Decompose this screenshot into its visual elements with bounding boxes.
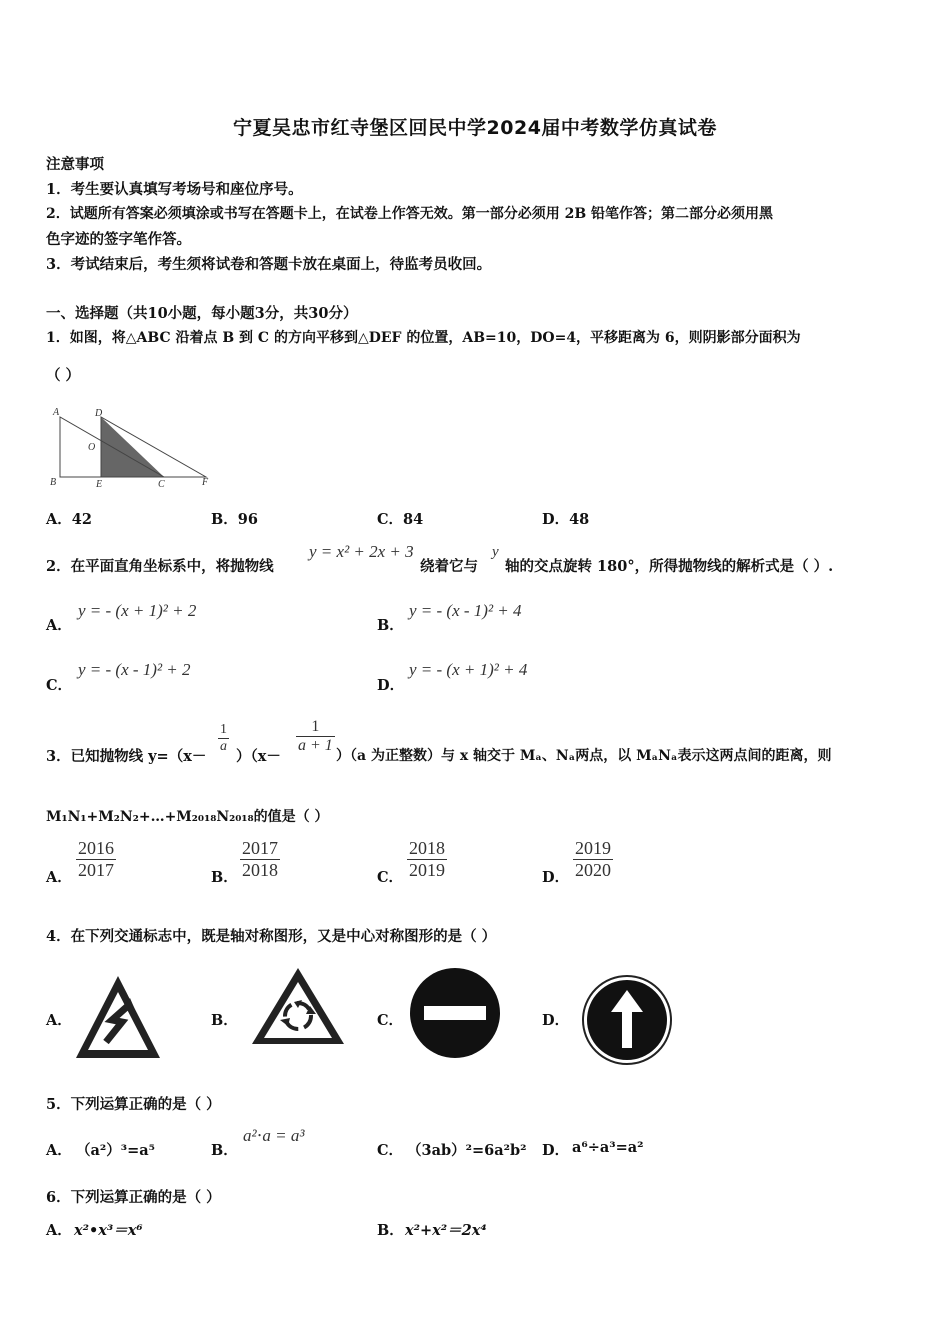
q3-option-c[interactable] (407, 838, 447, 881)
q1-text-line1: 1．如图，将△ABC 沿着点 B 到 C 的方向平移到△DEF 的位置，AB=10，DO=4，平移距离为 6，则阴影部分面积为 (46, 330, 801, 346)
q4-text: 4．在下列交通标志中，既是轴对称图形，又是中心对称图形的是（ ） (46, 928, 497, 945)
q2-label-a: A． (46, 617, 72, 634)
q3-label-a: A． (46, 869, 72, 886)
q3-label-b: B． (211, 869, 238, 886)
label-d: D (95, 408, 103, 419)
q4-label-a: A． (46, 1012, 72, 1029)
q3-frac2-den: a + 1 (298, 737, 333, 754)
q4-option-a-sign[interactable] (72, 972, 164, 1064)
q3-middle: ）（x－ (236, 748, 281, 765)
q2-prefix: 2．在平面直角坐标系中，将抛物线 (46, 558, 274, 575)
q3-d-num: 2019 (575, 838, 611, 858)
q1-figure (46, 404, 216, 490)
q4-option-b-sign[interactable] (250, 966, 346, 1048)
q3-option-d[interactable] (573, 838, 613, 881)
q1-option-c[interactable]: C．84 (377, 511, 424, 528)
q5-label-c: C． (377, 1142, 404, 1159)
q2-label-d: D． (377, 677, 405, 694)
q4-option-c-sign[interactable] (408, 966, 502, 1060)
q3-fraction-1 (218, 722, 229, 755)
label-b: B (50, 477, 57, 488)
q3-line2: M₁N₁+M₂N₂+…+M₂₀₁₈N₂₀₁₈的值是（ ） (46, 809, 329, 825)
q5-option-a[interactable]: （a²）³=a⁵ (76, 1142, 155, 1159)
q3-a-num: 2016 (78, 838, 114, 858)
q6-label-a: A． (46, 1222, 72, 1239)
q3-label-d: D． (542, 869, 570, 886)
notice-heading: 注意事项 (46, 156, 104, 173)
label-e: E (96, 479, 103, 490)
q4-label-d: D． (542, 1012, 570, 1029)
q3-b-num: 2017 (242, 838, 278, 858)
q3-option-a[interactable] (76, 838, 116, 881)
q6-option-a[interactable]: x²•x³＝x⁶ (74, 1222, 143, 1239)
q3-label-c: C． (377, 869, 404, 886)
q1-option-a[interactable]: A．42 (46, 511, 92, 528)
notice-item-2-line1: 2．试题所有答案必须填涂或书写在答题卡上，在试卷上作答无效。第一部分必须用 2B 铅笔作答；第二部分必须用黑 (46, 206, 774, 222)
q2-middle: 绕着它与 (420, 558, 478, 575)
q1-text-line2: （ ） (46, 367, 81, 384)
q4-option-d-sign[interactable] (581, 974, 673, 1066)
q5-text: 5．下列运算正确的是（ ） (46, 1096, 221, 1113)
q3-option-b[interactable] (240, 838, 280, 881)
q6-text: 6．下列运算正确的是（ ） (46, 1189, 221, 1206)
q1-option-d[interactable]: D．48 (542, 511, 590, 528)
label-f: F (202, 477, 209, 488)
notice-item-1: 1．考生要认真填写考场号和座位序号。 (46, 181, 303, 198)
notice-item-3: 3．考试结束后，考生须将试卷和答题卡放在桌面上，待监考员收回。 (46, 256, 492, 273)
q2-option-a[interactable]: y = - (x + 1)² + 2 (78, 601, 197, 620)
q3-d-den: 2020 (575, 860, 611, 880)
label-o: O (88, 442, 96, 453)
q2-label-b: B． (377, 617, 404, 634)
q3-frac2-num: 1 (296, 718, 335, 737)
q3-frac1-den: a (220, 739, 227, 754)
notice-item-2-line2: 色字迹的签字笔作答。 (46, 231, 191, 248)
q4-label-c: C． (377, 1012, 404, 1029)
label-c: C (158, 479, 165, 490)
q2-formula: y = x² + 2x + 3 (309, 542, 414, 561)
q2-option-d[interactable]: y = - (x + 1)² + 4 (409, 660, 528, 679)
no-entry-bar-icon (424, 1006, 486, 1020)
page-title: 宁夏吴忠市红寺堡区回民中学2024届中考数学仿真试卷 (233, 117, 717, 139)
q5-label-d: D． (542, 1142, 570, 1159)
shaded-region (101, 417, 164, 477)
q5-option-d[interactable]: a⁶÷a³=a² (572, 1139, 644, 1156)
q3-c-num: 2018 (409, 838, 445, 858)
q5-option-c[interactable]: （3ab）²=6a²b² (407, 1142, 527, 1159)
q3-frac1-num: 1 (220, 722, 227, 737)
q2-suffix: 轴的交点旋转 180°，所得抛物线的解析式是（ ）. (505, 558, 834, 575)
q2-label-c: C． (46, 677, 73, 694)
q3-prefix: 3．已知抛物线 y=（x－ (46, 748, 207, 765)
q4-label-b: B． (211, 1012, 238, 1029)
q2-option-c[interactable]: y = - (x - 1)² + 2 (78, 660, 191, 679)
q6-option-b[interactable]: x²+x²＝2x⁴ (405, 1222, 487, 1239)
q5-label-b: B． (211, 1142, 238, 1159)
q1-option-b[interactable]: B．96 (211, 511, 258, 528)
q3-a-den: 2017 (78, 860, 114, 880)
label-a: A (53, 407, 60, 418)
q3-suffix: ）（a 为正整数）与 x 轴交于 Mₐ、Nₐ两点，以 MₐNₐ表示这两点间的距离，则 (336, 748, 832, 764)
q2-option-b[interactable]: y = - (x - 1)² + 4 (409, 601, 522, 620)
section-heading: 一、选择题（共10小题，每小题3分，共30分） (46, 305, 358, 322)
q5-label-a: A． (46, 1142, 72, 1159)
q3-fraction-2 (296, 718, 335, 755)
q3-b-den: 2018 (242, 860, 278, 880)
q3-c-den: 2019 (409, 860, 445, 880)
q6-label-b: B． (377, 1222, 404, 1239)
q2-axis: y (492, 544, 499, 560)
q5-option-b[interactable]: a²⋅a = a³ (243, 1126, 305, 1145)
